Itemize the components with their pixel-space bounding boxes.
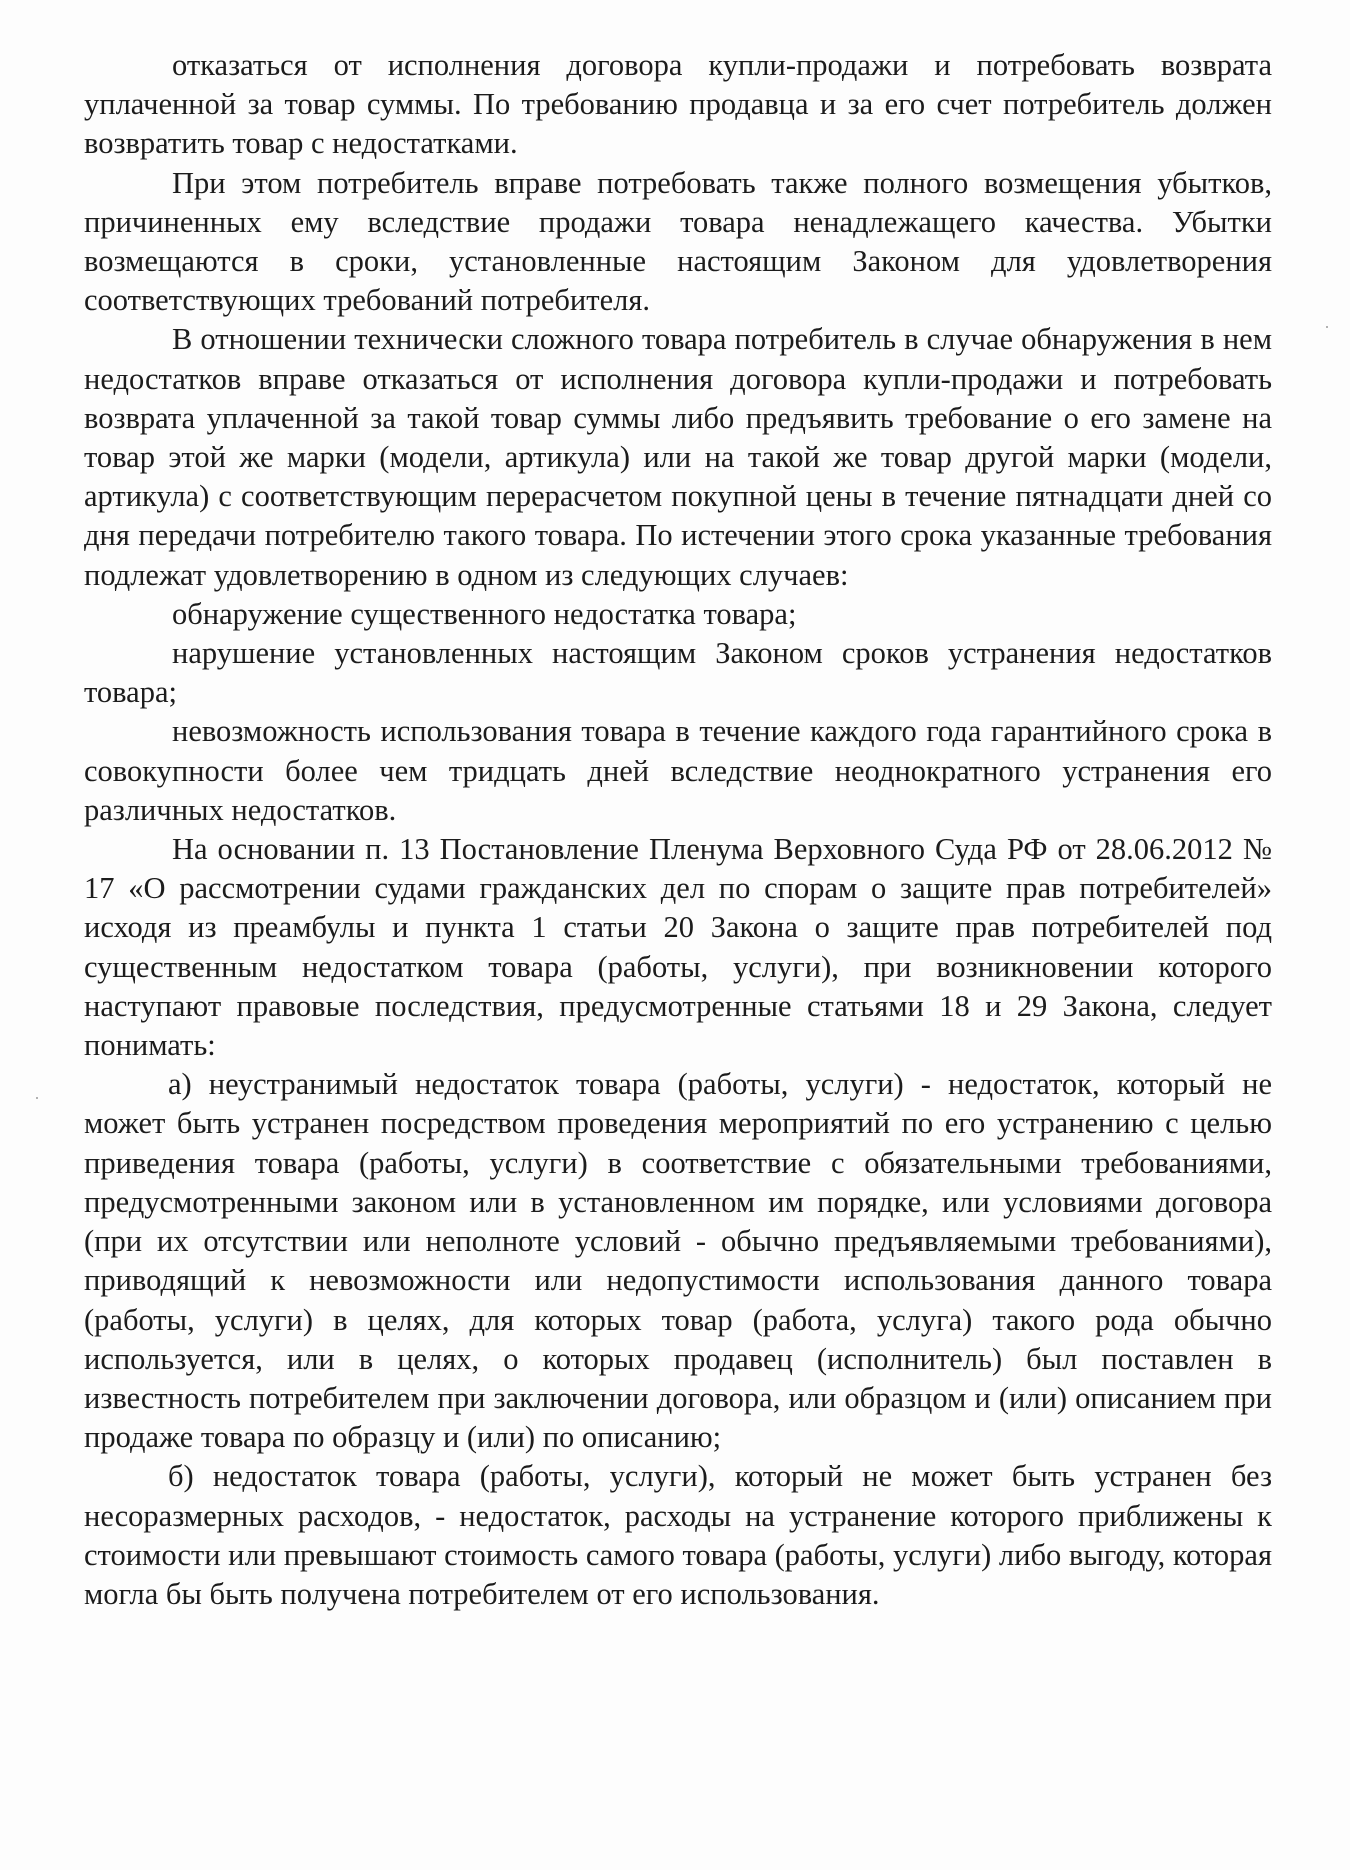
paragraph-item-a: а) неустранимый недостаток товара (работы, услуги) - недостаток, который не может быть устранен посредством проведения мероприятий по его устранению с целью приведения товара (работы, услуги) в соответствие с обязательными требованиями, предусмотренными законом или в установленном им порядке, или условиями договора (при их отсутствии или неполноте условий - обычно предъявляемыми требованиями), приводящий к невозможности или недопустимости использования данного товара (работы, услуги) в целях, для которых товар (работа, услуга) такого рода обычно используется, или в целях, о которых продавец (исполнитель) был поставлен в известность потребителем при заключении договора, или образцом и (или) описанием при продаже товара по образцу и (или) по описанию;	[84, 1067, 1272, 1455]
scan-speck	[36, 1097, 38, 1099]
scan-speck	[1326, 326, 1328, 328]
list-item-deadline-violation: нарушение установленных настоящим Законом сроков устранения недостатков товара;	[84, 636, 1272, 710]
list-item-impossibility-of-use: невозможность использования товара в течение каждого года гарантийного срока в совокупности более чем тридцать дней вследствие неоднократного устранения его различных недостатков.	[84, 714, 1272, 827]
paragraph-complex-goods: В отношении технически сложного товара потребитель в случае обнаружения в нем недостатков вправе отказаться от исполнения договора купли-продажи и потребовать возврата уплаченной за такой товар суммы либо предъявить требование о его замене на товар этой же марки (модели, артикула) или на такой же товар другой марки (модели, артикула) с соответствующим перерасчетом покупной цены в течение пятнадцати дней со дня передачи потребителю такого товара. По истечении этого срока указанные требования подлежат удовлетворению в одном из следующих случаев:	[84, 322, 1272, 592]
paragraph-supreme-court-ruling: На основании п. 13 Постановление Пленума Верховного Суда РФ от 28.06.2012 № 17 «О рассмотрении судами гражданских дел по спорам о защите прав потребителей» исходя из преамбулы и пункта 1 статьи 20 Закона о защите прав потребителей под существенным недостатком товара (работы, услуги), при возникновении которого наступают правовые последствия, предусмотренные статьями 18 и 29 Закона, следует понимать:	[84, 832, 1272, 1063]
paragraph-item-b: б) недостаток товара (работы, услуги), который не может быть устранен без несоразмерных расходов, - недостаток, расходы на устранение которого приближены к стоимости или превышают стоимость самого товара (работы, услуги) либо выгоду, которая могла бы быть получена потребителем от его использования.	[84, 1459, 1272, 1611]
paragraph-damages: При этом потребитель вправе потребовать также полного возмещения убытков, причиненных ему вследствие продажи товара ненадлежащего качества. Убытки возмещаются в сроки, установленные настоящим Законом для удовлетворения соответствующих требований потребителя.	[84, 165, 1272, 318]
document-body	[84, 46, 1272, 1614]
list-item-significant-defect: обнаружение существенного недостатка товара;	[172, 596, 797, 631]
paragraph-continuation: отказаться от исполнения договора купли-продажи и потребовать возврата уплаченной за товар суммы. По требованию продавца и за его счет потребитель должен возвратить товар с недостатками.	[84, 48, 1272, 161]
